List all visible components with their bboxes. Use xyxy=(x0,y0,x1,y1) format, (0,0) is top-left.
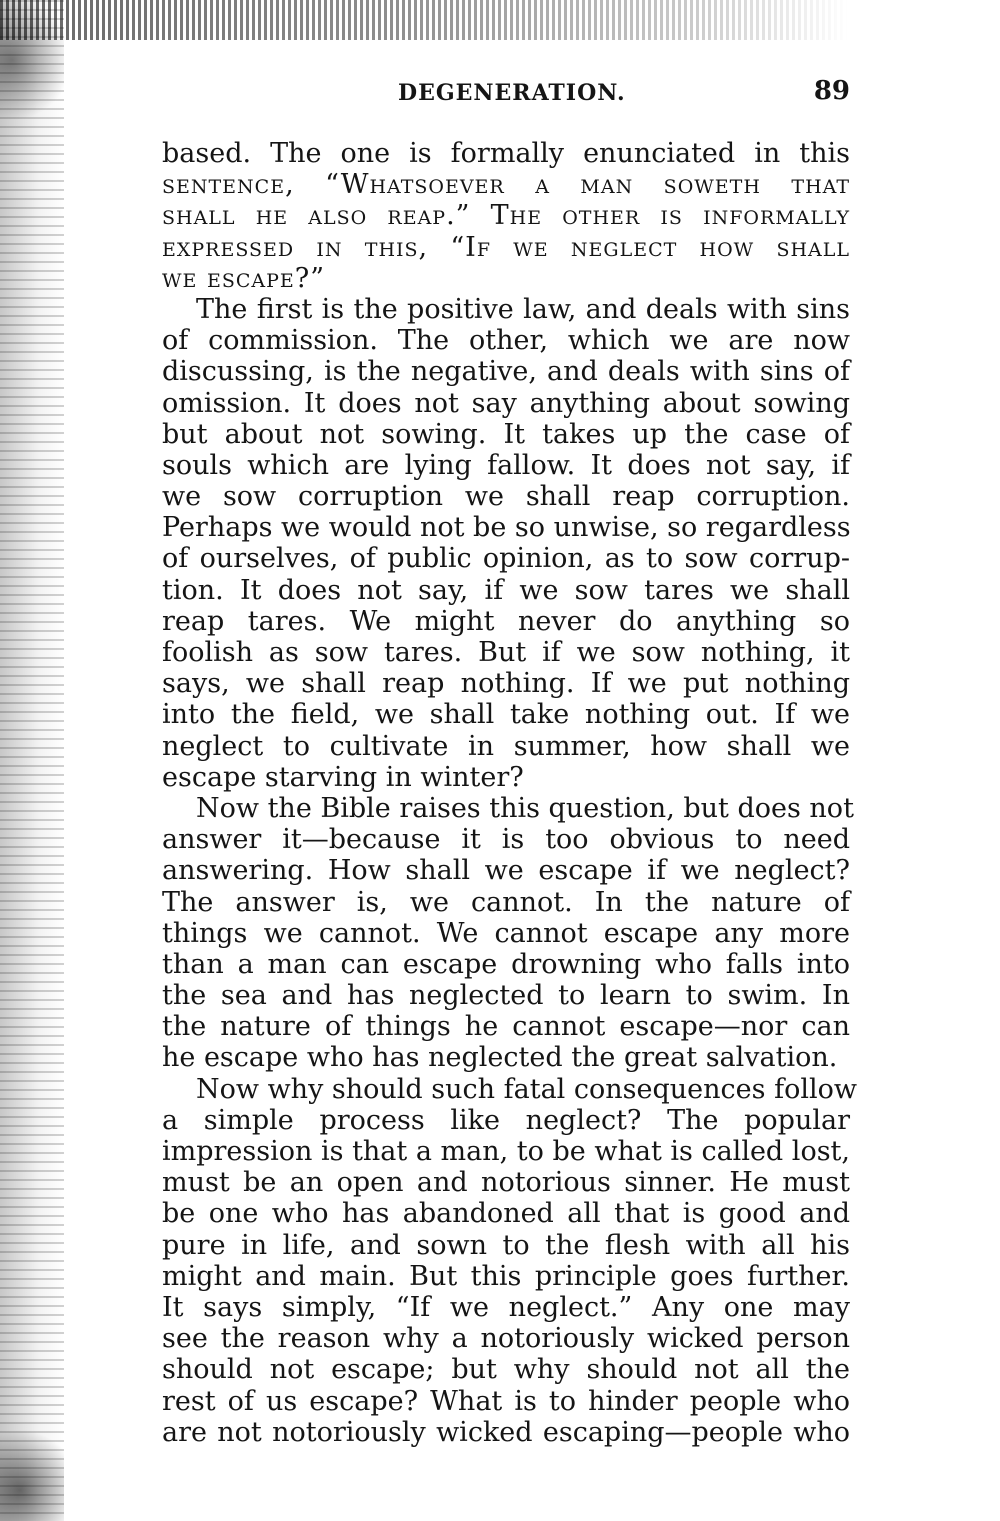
text-line: It says simply, “If we neglect.” Any one may xyxy=(162,1291,850,1323)
text-line: reap tares. We might never do anything so xyxy=(162,605,850,637)
text-line: than a man can escape drowning who falls into xyxy=(162,948,850,980)
text-line: shall he also reap.” The other is informally xyxy=(162,200,850,232)
text-line: be one who has abandoned all that is good and xyxy=(162,1198,850,1230)
text-line: we escape?” xyxy=(162,262,326,294)
text-line: Now the Bible raises this question, but does not xyxy=(196,792,854,824)
text-line: must be an open and notorious sinner. He must xyxy=(162,1167,850,1199)
scan-shadow-left xyxy=(0,0,64,1521)
text-line: answer it—because it is too obvious to need xyxy=(162,824,850,856)
text-line: foolish as sow tares. But if we sow nothing, it xyxy=(162,637,850,668)
page-number: 89 xyxy=(813,76,850,106)
running-head: DEGENERATION. xyxy=(398,80,626,106)
text-line: omission. It does not say anything about sowing xyxy=(162,387,850,419)
text-line: discussing, is the negative, and deals with sins of xyxy=(162,356,850,388)
text-line: escape starving in winter? xyxy=(162,761,524,793)
text-line: might and main. But this principle goes further. xyxy=(162,1260,850,1292)
scan-shadow-top xyxy=(0,0,1000,40)
page-header xyxy=(0,76,1000,110)
text-line: Now why should such fatal consequences follow xyxy=(196,1073,857,1105)
text-line: should not escape; but why should not all the xyxy=(162,1354,850,1386)
text-line: The answer is, we cannot. In the nature of xyxy=(162,886,850,918)
text-line: the nature of things he cannot escape—nor can xyxy=(162,1011,850,1043)
text-line: are not notoriously wicked escaping—people who xyxy=(162,1416,850,1448)
text-line: answering. How shall we escape if we neglect? xyxy=(162,855,850,887)
text-line: of ourselves, of public opinion, as to sow corrup- xyxy=(162,543,850,575)
text-line: The first is the positive law, and deals with sins xyxy=(196,293,850,325)
text-line: rest of us escape? What is to hinder people who xyxy=(162,1385,850,1417)
text-line: Perhaps we would not be so unwise, so regardless xyxy=(162,512,851,544)
text-line: impression is that a man, to be what is called lost, xyxy=(162,1136,850,1167)
text-line: but about not sowing. It takes up the case of xyxy=(162,418,850,450)
text-line: expressed in this, “If we neglect how shall xyxy=(162,231,850,263)
text-line: says, we shall reap nothing. If we put nothing xyxy=(162,668,850,700)
body-text xyxy=(162,138,857,1448)
text-line: tion. It does not say, if we sow tares we shall xyxy=(162,574,850,606)
text-line: see the reason why a notoriously wicked person xyxy=(162,1323,850,1355)
text-line: souls which are lying fallow. It does not say, if xyxy=(162,449,850,481)
text-line: a simple process like neglect? The popular xyxy=(162,1104,850,1136)
text-line: we sow corruption we shall reap corruption. xyxy=(162,481,850,513)
text-line: based. The one is formally enunciated in this xyxy=(162,138,850,169)
text-line: the sea and has neglected to learn to swim. In xyxy=(162,980,850,1012)
text-line: into the field, we shall take nothing out. If we xyxy=(162,699,850,731)
text-line: he escape who has neglected the great salvation. xyxy=(162,1042,838,1074)
text-line: things we cannot. We cannot escape any more xyxy=(162,917,850,949)
text-line: neglect to cultivate in summer, how shall we xyxy=(162,730,850,762)
text-line: of commission. The other, which we are now xyxy=(162,325,850,357)
text-line: sentence, “Whatsoever a man soweth that xyxy=(162,169,850,201)
text-line: pure in life, and sown to the flesh with all his xyxy=(162,1229,850,1261)
